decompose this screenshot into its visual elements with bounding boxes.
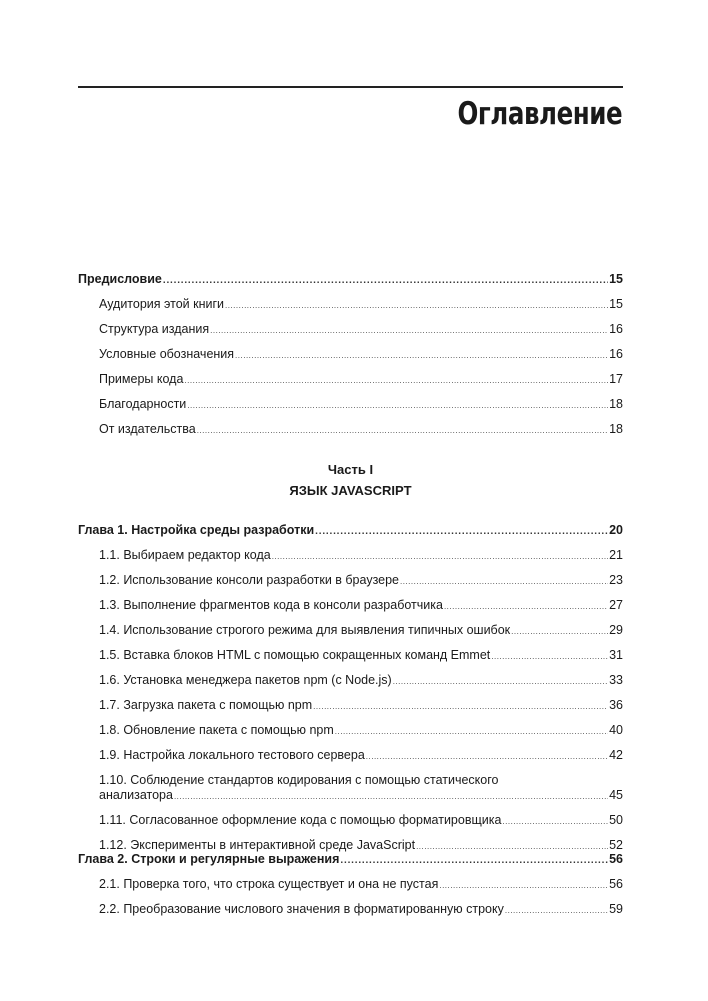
toc-entry-chapter-2[interactable] — [78, 852, 623, 868]
toc-entry-1-4[interactable] — [78, 623, 623, 639]
dot-leader — [502, 814, 608, 829]
toc-entry-label: 1.7. Загрузка пакета с помощью npm — [99, 698, 313, 712]
toc-entry-page: 42 — [609, 748, 623, 762]
toc-entry-from-publisher[interactable] — [78, 422, 623, 438]
toc-entry-label: Глава 1. Настройка среды разработки — [78, 523, 315, 537]
toc-entry-page: 17 — [609, 372, 623, 386]
toc-entry-page: 56 — [609, 877, 623, 891]
toc-entry-page: 23 — [609, 573, 623, 587]
toc-entry-structure[interactable] — [78, 322, 623, 338]
toc-entry-code-examples[interactable] — [78, 372, 623, 388]
toc-entry-page: 27 — [609, 598, 623, 612]
toc-entry-page: 16 — [609, 322, 623, 336]
dot-leader — [491, 649, 608, 664]
dot-leader — [335, 724, 608, 739]
toc-entry-page: 36 — [609, 698, 623, 712]
toc-entry-label: 1.1. Выбираем редактор кода — [99, 548, 271, 562]
toc-entry-label: 1.9. Настройка локального тестового сервера — [99, 748, 365, 762]
toc-entry-label: 1.5. Вставка блоков HTML с помощью сокращенных команд Emmet — [99, 648, 491, 662]
toc-entry-audience[interactable] — [78, 297, 623, 313]
toc-entry-label-cont: анализатора — [99, 788, 173, 802]
toc-entry-page: 50 — [609, 813, 623, 827]
toc-entry-conventions[interactable] — [78, 347, 623, 363]
page-title: Оглавление — [457, 96, 622, 132]
dot-leader — [184, 373, 608, 388]
dot-leader — [393, 674, 608, 689]
toc-entry-label: 1.2. Использование консоли разработки в браузере — [99, 573, 400, 587]
toc-entry-page: 15 — [609, 297, 623, 311]
toc-entry-label: Аудитория этой книги — [99, 297, 225, 311]
toc-entry-label: Глава 2. Строки и регулярные выражения — [78, 852, 340, 866]
toc-entry-page: 33 — [609, 673, 623, 687]
toc-entry-acknowledgements[interactable] — [78, 397, 623, 413]
dot-leader — [197, 423, 608, 438]
toc-entry-1-2[interactable] — [78, 573, 623, 589]
toc-entry-1-6[interactable] — [78, 673, 623, 689]
toc-entry-label: Благодарности — [99, 397, 187, 411]
toc-entry-1-9[interactable] — [78, 748, 623, 764]
toc-entry-label: Структура издания — [99, 322, 210, 336]
toc-entry-label: Предисловие — [78, 272, 162, 286]
toc-entry-label: От издательства — [99, 422, 196, 436]
dot-leader — [174, 789, 608, 804]
toc-entry-preface[interactable] — [78, 272, 623, 288]
dot-leader — [313, 699, 608, 714]
toc-entry-line2 — [99, 788, 623, 804]
toc-entry-label: 1.11. Согласованное оформление кода с помощью форматировщика — [99, 813, 502, 827]
dot-leader — [340, 853, 608, 868]
toc-entry-label: 1.10. Соблюдение стандартов кодирования с помощью статического — [99, 773, 499, 787]
toc-entry-label: 1.12. Эксперименты в интерактивной среде JavaScript — [99, 838, 416, 852]
toc-entry-label: 2.2. Преобразование числового значения в форматированную строку — [99, 902, 504, 916]
part-title: ЯЗЫК JAVASCRIPT — [289, 483, 412, 498]
toc-entry-page: 21 — [609, 548, 623, 562]
toc-entry-label: Условные обозначения — [99, 347, 235, 361]
toc-entry-1-10[interactable] — [78, 773, 623, 804]
dot-leader — [272, 549, 608, 564]
dot-leader — [366, 749, 608, 764]
dot-leader — [400, 574, 608, 589]
toc-entry-page: 18 — [609, 422, 623, 436]
toc-entry-1-3[interactable] — [78, 598, 623, 614]
toc-entry-1-5[interactable] — [78, 648, 623, 664]
dot-leader — [163, 273, 608, 288]
toc-entry-label: 1.4. Использование строгого режима для выявления типичных ошибок — [99, 623, 511, 637]
toc-chapter-2 — [78, 852, 623, 918]
toc-entry-1-8[interactable] — [78, 723, 623, 739]
toc-entry-page: 45 — [609, 788, 623, 802]
toc-entry-page: 52 — [609, 838, 623, 852]
dot-leader — [187, 398, 608, 413]
toc-entry-page: 29 — [609, 623, 623, 637]
dot-leader — [505, 903, 608, 918]
toc-chapter-1 — [78, 523, 623, 854]
toc-entry-page: 16 — [609, 347, 623, 361]
toc-entry-page: 40 — [609, 723, 623, 737]
dot-leader — [444, 599, 608, 614]
toc-entry-2-1[interactable] — [78, 877, 623, 893]
toc-entry-page: 59 — [609, 902, 623, 916]
toc-entry-page: 56 — [609, 852, 623, 866]
header-rule — [78, 86, 623, 88]
toc-entry-label: Примеры кода — [99, 372, 184, 386]
toc-entry-label: 2.1. Проверка того, что строка существует и она не пустая — [99, 877, 439, 891]
dot-leader — [210, 323, 608, 338]
toc-entry-page: 18 — [609, 397, 623, 411]
toc-entry-page: 15 — [609, 272, 623, 286]
toc-entry-page: 20 — [609, 523, 623, 537]
toc-entry-1-7[interactable] — [78, 698, 623, 714]
toc-entry-1-11[interactable] — [78, 813, 623, 829]
dot-leader — [315, 524, 608, 539]
dot-leader — [225, 298, 608, 313]
toc-entry-chapter-1[interactable] — [78, 523, 623, 539]
toc-entry-2-2[interactable] — [78, 902, 623, 918]
toc-entry-label: 1.8. Обновление пакета с помощью npm — [99, 723, 334, 737]
toc-entry-label: 1.6. Установка менеджера пакетов npm (с Node.js) — [99, 673, 392, 687]
toc-entry-label: 1.3. Выполнение фрагментов кода в консоли разработчика — [99, 598, 443, 612]
dot-leader — [235, 348, 608, 363]
part-label: Часть I — [327, 462, 374, 477]
toc-entry-page: 31 — [609, 648, 623, 662]
toc-entry-1-1[interactable] — [78, 548, 623, 564]
dot-leader — [439, 878, 608, 893]
dot-leader — [511, 624, 608, 639]
toc-preface — [78, 272, 623, 438]
